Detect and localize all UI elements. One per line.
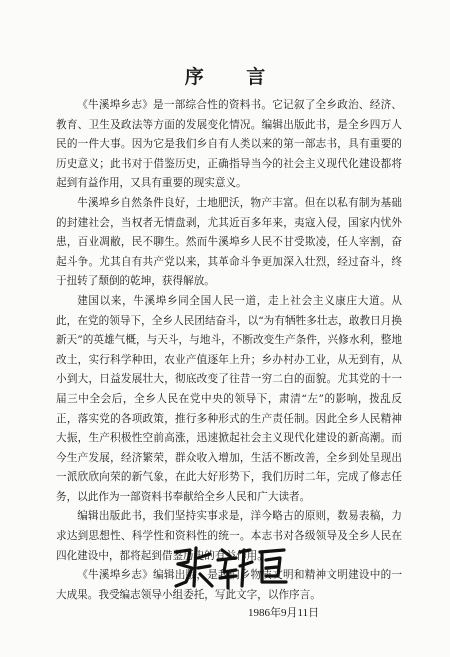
paragraph-5: 《牛溪埠乡志》编辑出版，是我们乡物质文明和精神文明建设中的一大成果。我受编志领导小组委托，写此文字，以作序言。 — [56, 569, 402, 601]
paragraph-4: 编辑出版此书，我们坚持实事求是，洋今略古的原则，数易表稿，力求达到思想性、科学性和资料性的统一。本志书对各级领导及全乡人民在四化建设中，都将起到借鉴历史的有益作用。 — [56, 510, 402, 562]
signature-date: 1986年9月11日 — [248, 607, 320, 619]
paragraph-2: 牛溪埠乡自然条件良好，土地肥沃，物产丰富。但在以私有制为基础的封建社会，当权者无情盘剥，尤其近百多年来，夷寇入侵，国家内忧外患，百业凋敝，民不聊生。然而牛溪埠乡人民不甘受欺凌，任人宰割，奋起斗争。尤其自有共产党以来，其革命斗争更加深入壮烈，经过奋斗，终于扭转了颓倒的乾坤，获得解放。 — [56, 196, 402, 288]
page-title: 序 言 — [184, 66, 284, 88]
preface-body — [56, 96, 402, 605]
paragraph-1: 《牛溪埠乡志》是一部综合性的资料书。它记叙了全乡政治、经济、教育、卫生及政法等方面的发展变化情况。编辑出版此书，是全乡四万人民的一件大事。因为它是我们乡自有人类以来的第一部志书，具有重要的历史意义；此书对于借鉴历史，正确指导当今的社会主义现代化建设都将起到有益作用，又具有重要的现实意义。 — [56, 99, 402, 190]
paragraph-3: 建国以来，牛溪埠乡同全国人民一道，走上社会主义康庄大道。从此，在党的领导下，全乡人民团结奋斗，以“为有牺牲多壮志，敢教日月换新天”的英雄气概，与天斗，与地斗，不断改变生产条件，兴修水利，整地改土，实行科学种田，农业产值逐年上升；乡办村办工业，从无到有，从小到大，日益发展壮大，彻底改变了往昔一穷二白的面貌。尤其党的十一届三中全会后，全乡人民在党中央的领导下，肃清“左”的影响，拨乱反正，落实党的各项政策，推行多种形式的生产责任制。因此全乡人民精神大振，生产积极性空前高涨，迅速掀起社会主义现代化建设的新高潮。而今生产发展，经济繁荣，群众收入增加，生活不断改善，全乡到处呈现出一派欣欣向荣的新气象，在此大好形势下，我们历时二年，完成了修志任务，以此作为一部资料书奉献给全乡人民和广大读者。 — [56, 294, 402, 503]
handwritten-signature — [170, 542, 290, 592]
